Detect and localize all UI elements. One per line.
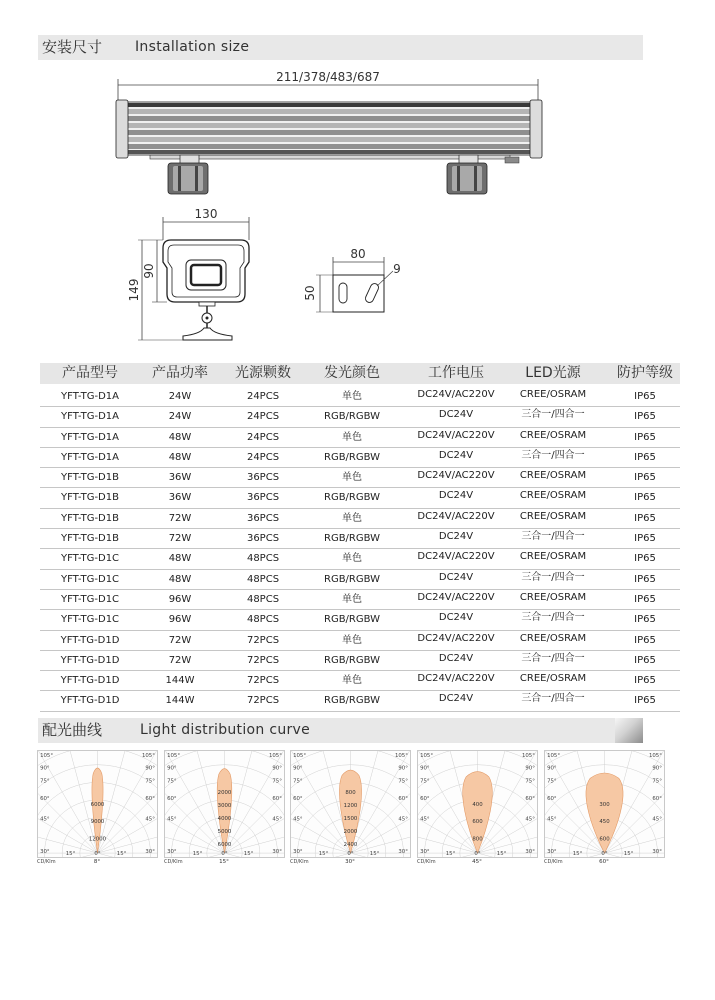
cell-led-source: CREE/OSRAM	[519, 510, 587, 522]
cell-led-source: CREE/OSRAM	[519, 673, 587, 685]
header-light-color: 发光颜色	[324, 365, 380, 381]
installation-drawings	[0, 0, 715, 360]
angle-label-left: 75°	[40, 778, 50, 785]
cell-model: YFT-TG-D1D	[60, 675, 120, 687]
angle-label-left: 60°	[293, 796, 303, 803]
cell-voltage: DC24V	[438, 409, 474, 421]
cell-light-color: RGB/RGBW	[323, 451, 381, 463]
cell-voltage: DC24V/AC220V	[417, 591, 495, 603]
cell-ip-rating: IP65	[634, 634, 656, 646]
cell-ip-rating: IP65	[634, 553, 656, 565]
cell-power: 48W	[168, 573, 192, 585]
cell-led-source: CREE/OSRAM	[519, 632, 587, 644]
intensity-value: 9000	[90, 819, 105, 826]
header-led-count: 光源颗数	[235, 365, 291, 381]
cell-led-source: CREE/OSRAM	[519, 591, 587, 603]
angle-label-right: 75°	[398, 778, 408, 785]
cell-power: 24W	[168, 391, 192, 402]
table-body	[40, 384, 680, 712]
cell-model: YFT-TG-D1A	[61, 391, 119, 402]
angle-label-right: 60°	[398, 796, 408, 803]
angle-label-left: 75°	[293, 778, 303, 785]
angle-label-left: 75°	[167, 778, 177, 785]
cell-led-source: CREE/OSRAM	[519, 551, 587, 563]
cell-power: 72W	[168, 533, 192, 545]
beam-angle-label: 45°	[472, 859, 482, 865]
cell-ip-rating: IP65	[634, 695, 656, 707]
cell-led-count: 24PCS	[246, 391, 280, 402]
cell-model: YFT-TG-D1B	[61, 533, 119, 545]
length-dimension	[118, 70, 538, 100]
cell-model: YFT-TG-D1C	[60, 573, 120, 585]
angle-label-right: 90°	[272, 765, 282, 772]
cell-light-color: RGB/RGBW	[323, 654, 381, 666]
angle-label-left: 90°	[547, 765, 557, 772]
cell-model: YFT-TG-D1C	[60, 593, 120, 605]
profile-height-label: 90	[142, 263, 156, 279]
angle-label-left: 45°	[420, 816, 430, 823]
header-model: 产品型号	[62, 365, 118, 381]
cell-light-color: RGB/RGBW	[323, 533, 381, 545]
intensity-value: 4000	[217, 816, 232, 823]
angle-label-right: 105°	[394, 752, 408, 759]
cell-light-color: 单色	[342, 391, 362, 402]
cell-ip-rating: IP65	[634, 451, 656, 463]
header-power: 产品功率	[152, 365, 208, 381]
light-bar-side-profile	[127, 207, 249, 340]
angle-label-bottom: 0°	[94, 851, 101, 858]
cell-voltage: DC24V	[438, 652, 474, 664]
table-row	[40, 509, 680, 529]
angle-label-left: 45°	[547, 816, 557, 823]
intensity-value: 600	[599, 836, 610, 843]
cell-model: YFT-TG-D1A	[61, 451, 119, 463]
cell-light-color: RGB/RGBW	[323, 573, 381, 585]
angle-label-right: 45°	[652, 816, 662, 823]
table-row	[40, 651, 680, 671]
beam-angle-label: 8°	[93, 859, 101, 865]
intensity-value: 3000	[217, 803, 232, 810]
cell-led-source: CREE/OSRAM	[519, 389, 587, 400]
cell-voltage: DC24V	[438, 571, 474, 583]
angle-label-bottom: 15°	[623, 851, 634, 858]
beam-angle-label: 15°	[219, 859, 229, 865]
cell-voltage: DC24V	[438, 449, 474, 461]
angle-label-right: 75°	[525, 778, 535, 785]
angle-label-left: 90°	[167, 765, 177, 772]
table-row	[40, 691, 680, 711]
cell-light-color: 单色	[342, 472, 362, 484]
cell-model: YFT-TG-D1D	[60, 654, 120, 666]
angle-label-bottom: 15°	[318, 851, 329, 858]
angle-label-right: 75°	[272, 778, 282, 785]
light-curve-4	[417, 750, 538, 870]
intensity-value: 1200	[343, 803, 358, 810]
cell-led-source: CREE/OSRAM	[519, 470, 587, 482]
cell-model: YFT-TG-D1D	[60, 695, 120, 707]
intensity-unit-label: CD/Klm	[544, 859, 563, 865]
cell-voltage: DC24V/AC220V	[417, 551, 495, 563]
cell-model: YFT-TG-D1D	[60, 634, 120, 646]
angle-label-left: 60°	[40, 796, 50, 803]
bracket-plate	[303, 247, 401, 312]
cell-ip-rating: IP65	[634, 654, 656, 666]
angle-label-bottom: 15°	[116, 851, 127, 858]
cell-power: 144W	[165, 695, 195, 707]
intensity-value: 300	[599, 801, 610, 808]
cell-led-source: 三合一/四合一	[521, 409, 585, 421]
cell-voltage: DC24V/AC220V	[417, 510, 495, 522]
cell-voltage: DC24V/AC220V	[417, 470, 495, 482]
cell-power: 48W	[168, 431, 192, 443]
cell-light-color: 单色	[342, 675, 362, 687]
angle-label-right: 75°	[652, 778, 662, 785]
table-row	[40, 529, 680, 549]
angle-label-right: 30°	[272, 849, 282, 856]
angle-label-left: 75°	[420, 778, 430, 785]
angle-label-left: 105°	[40, 752, 54, 759]
beam-shape	[217, 769, 232, 853]
cell-power: 36W	[168, 472, 192, 484]
header-ip-rating: 防护等级	[617, 365, 673, 381]
cell-ip-rating: IP65	[634, 391, 656, 402]
intensity-value: 800	[345, 790, 356, 797]
angle-label-right: 60°	[272, 796, 282, 803]
angle-label-right: 105°	[648, 752, 662, 759]
profile-width-label: 130	[194, 207, 218, 221]
angle-label-left: 30°	[167, 849, 177, 856]
cell-voltage: DC24V	[438, 531, 474, 543]
angle-label-left: 45°	[293, 816, 303, 823]
cell-light-color: RGB/RGBW	[323, 614, 381, 626]
angle-label-left: 45°	[40, 816, 50, 823]
cell-power: 24W	[168, 411, 192, 423]
cell-light-color: 单色	[342, 634, 362, 646]
angle-label-right: 60°	[652, 796, 662, 803]
cell-ip-rating: IP65	[634, 512, 656, 524]
angle-label-right: 60°	[145, 796, 155, 803]
cell-light-color: 单色	[342, 593, 362, 605]
cell-led-source: 三合一/四合一	[521, 531, 585, 543]
angle-label-left: 105°	[547, 752, 561, 759]
angle-label-left: 105°	[420, 752, 434, 759]
angle-label-left: 30°	[420, 849, 430, 856]
angle-label-right: 45°	[145, 816, 155, 823]
cell-led-count: 48PCS	[246, 614, 280, 626]
angle-label-right: 45°	[398, 816, 408, 823]
cell-power: 48W	[168, 451, 192, 463]
angle-label-bottom: 15°	[496, 851, 507, 858]
cell-led-count: 36PCS	[246, 533, 280, 545]
angle-label-right: 30°	[398, 849, 408, 856]
light-distribution-title-en: Light distribution curve	[140, 722, 311, 738]
cell-ip-rating: IP65	[634, 411, 656, 423]
intensity-value: 2000	[217, 790, 232, 797]
cell-ip-rating: IP65	[634, 675, 656, 687]
cell-light-color: 单色	[342, 512, 362, 524]
table-row	[40, 387, 680, 407]
angle-label-right: 45°	[525, 816, 535, 823]
angle-label-right: 90°	[652, 765, 662, 772]
cell-light-color: RGB/RGBW	[323, 411, 381, 423]
table-row	[40, 671, 680, 691]
intensity-value: 2400	[343, 842, 358, 849]
light-curve-1	[37, 750, 158, 870]
table-row	[40, 428, 680, 448]
table-row	[40, 468, 680, 488]
spec-table	[40, 363, 680, 712]
angle-label-bottom: 0°	[347, 851, 354, 858]
intensity-unit-label: CD/Klm	[164, 859, 183, 865]
polar-diagram	[417, 750, 538, 858]
cell-led-source: 三合一/四合一	[521, 652, 585, 664]
polar-diagram	[290, 750, 411, 858]
angle-label-bottom: 15°	[445, 851, 456, 858]
angle-label-left: 60°	[167, 796, 177, 803]
beam-angle-label: 30°	[345, 859, 355, 865]
cell-led-count: 36PCS	[246, 472, 280, 484]
bracket-height-label: 50	[303, 285, 317, 301]
light-bar-front-view	[116, 100, 542, 194]
table-row	[40, 570, 680, 590]
beam-angle-label: 60°	[599, 859, 609, 865]
light-curve-2	[164, 750, 285, 870]
cell-ip-rating: IP65	[634, 492, 656, 504]
angle-label-right: 105°	[521, 752, 535, 759]
cell-voltage: DC24V	[438, 490, 474, 502]
installation-title-en: Installation size	[135, 39, 250, 55]
cell-voltage: DC24V	[438, 612, 474, 624]
cell-voltage: DC24V/AC220V	[417, 389, 495, 400]
cell-ip-rating: IP65	[634, 472, 656, 484]
angle-label-right: 90°	[145, 765, 155, 772]
cell-led-count: 48PCS	[246, 573, 280, 585]
angle-label-left: 105°	[167, 752, 181, 759]
cell-power: 36W	[168, 492, 192, 504]
angle-label-left: 30°	[293, 849, 303, 856]
intensity-value: 400	[472, 801, 483, 808]
cell-model: YFT-TG-D1C	[60, 614, 120, 626]
angle-label-bottom: 0°	[221, 851, 228, 858]
intensity-value: 12000	[88, 836, 107, 843]
cell-voltage: DC24V/AC220V	[417, 632, 495, 644]
cell-ip-rating: IP65	[634, 533, 656, 545]
cell-power: 96W	[168, 593, 192, 605]
cell-led-count: 24PCS	[246, 451, 280, 463]
intensity-value: 5000	[217, 829, 232, 836]
angle-label-right: 30°	[525, 849, 535, 856]
angle-label-left: 105°	[293, 752, 307, 759]
angle-label-right: 30°	[145, 849, 155, 856]
table-row	[40, 631, 680, 651]
angle-label-right: 45°	[272, 816, 282, 823]
cell-led-count: 72PCS	[246, 675, 280, 687]
cell-power: 48W	[168, 553, 192, 565]
cell-voltage: DC24V/AC220V	[417, 429, 495, 441]
header-led-source: LED光源	[525, 365, 581, 381]
header-voltage: 工作电压	[428, 365, 484, 381]
cell-led-count: 48PCS	[246, 553, 280, 565]
mount-bracket-right	[447, 155, 487, 194]
cell-led-count: 72PCS	[246, 695, 280, 707]
intensity-value: 450	[599, 819, 610, 826]
table-row	[40, 610, 680, 630]
cell-power: 72W	[168, 654, 192, 666]
angle-label-left: 90°	[420, 765, 430, 772]
cell-ip-rating: IP65	[634, 431, 656, 443]
cell-voltage: DC24V/AC220V	[417, 673, 495, 685]
angle-label-left: 90°	[40, 765, 50, 772]
light-curve-3	[290, 750, 411, 870]
cell-led-count: 36PCS	[246, 512, 280, 524]
angle-label-right: 105°	[141, 752, 155, 759]
intensity-value: 2000	[343, 829, 358, 836]
angle-label-left: 45°	[167, 816, 177, 823]
cell-ip-rating: IP65	[634, 573, 656, 585]
table-row	[40, 407, 680, 427]
cell-led-source: CREE/OSRAM	[519, 490, 587, 502]
table-header	[40, 363, 680, 384]
cell-power: 72W	[168, 512, 192, 524]
length-dimension-label: 211/378/483/687	[276, 70, 380, 84]
polar-diagram	[164, 750, 285, 858]
cell-power: 72W	[168, 634, 192, 646]
cell-model: YFT-TG-D1B	[61, 512, 119, 524]
cell-model: YFT-TG-D1B	[61, 472, 119, 484]
angle-label-left: 60°	[547, 796, 557, 803]
beam-shape	[339, 770, 361, 853]
angle-label-right: 105°	[268, 752, 282, 759]
light-distribution-title-cn: 配光曲线	[42, 721, 103, 739]
table-row	[40, 549, 680, 569]
cell-led-count: 36PCS	[246, 492, 280, 504]
cell-power: 96W	[168, 614, 192, 626]
angle-label-right: 90°	[525, 765, 535, 772]
cell-led-source: 三合一/四合一	[521, 571, 585, 583]
angle-label-left: 30°	[547, 849, 557, 856]
corner-decoration	[615, 718, 643, 743]
cell-model: YFT-TG-D1C	[60, 553, 120, 565]
angle-label-bottom: 0°	[601, 851, 608, 858]
cell-light-color: RGB/RGBW	[323, 695, 381, 707]
intensity-value: 6000	[90, 801, 105, 808]
cell-led-source: 三合一/四合一	[521, 449, 585, 461]
angle-label-right: 30°	[652, 849, 662, 856]
cell-power: 144W	[165, 675, 195, 687]
cell-led-count: 72PCS	[246, 634, 280, 646]
cell-led-source: 三合一/四合一	[521, 693, 585, 705]
angle-label-bottom: 15°	[192, 851, 203, 858]
angle-label-left: 30°	[40, 849, 50, 856]
cell-led-count: 24PCS	[246, 411, 280, 423]
table-row	[40, 448, 680, 468]
total-height-label: 149	[127, 278, 141, 302]
cell-led-count: 48PCS	[246, 593, 280, 605]
angle-label-right: 75°	[145, 778, 155, 785]
angle-label-right: 60°	[525, 796, 535, 803]
angle-label-bottom: 0°	[474, 851, 481, 858]
cell-led-count: 24PCS	[246, 431, 280, 443]
bracket-width-label: 80	[350, 247, 366, 261]
cell-led-count: 72PCS	[246, 654, 280, 666]
polar-diagram	[37, 750, 158, 858]
table-row	[40, 590, 680, 610]
light-curve-5	[544, 750, 665, 870]
intensity-unit-label: CD/Klm	[37, 859, 56, 865]
cell-led-source: CREE/OSRAM	[519, 429, 587, 441]
angle-label-left: 60°	[420, 796, 430, 803]
intensity-value: 1500	[343, 816, 358, 823]
intensity-unit-label: CD/Klm	[417, 859, 436, 865]
cell-ip-rating: IP65	[634, 614, 656, 626]
installation-title-cn: 安装尺寸	[42, 38, 103, 56]
angle-label-left: 75°	[547, 778, 557, 785]
cell-model: YFT-TG-D1A	[61, 411, 119, 423]
angle-label-bottom: 15°	[243, 851, 254, 858]
cell-model: YFT-TG-D1A	[61, 431, 119, 443]
polar-diagram	[544, 750, 665, 858]
intensity-value: 600	[472, 819, 483, 826]
angle-label-left: 90°	[293, 765, 303, 772]
angle-label-bottom: 15°	[369, 851, 380, 858]
cell-model: YFT-TG-D1B	[61, 492, 119, 504]
cell-light-color: 单色	[342, 431, 362, 443]
hole-size-label: 9	[393, 262, 401, 276]
intensity-unit-label: CD/Klm	[290, 859, 309, 865]
cell-ip-rating: IP65	[634, 593, 656, 605]
mount-bracket-left	[168, 155, 208, 194]
angle-label-bottom: 15°	[572, 851, 583, 858]
cell-voltage: DC24V	[438, 693, 474, 705]
cell-light-color: 单色	[342, 553, 362, 565]
table-row	[40, 488, 680, 508]
cell-light-color: RGB/RGBW	[323, 492, 381, 504]
angle-label-bottom: 15°	[65, 851, 76, 858]
cell-led-source: 三合一/四合一	[521, 612, 585, 624]
intensity-value: 800	[472, 836, 483, 843]
intensity-value: 6000	[217, 842, 232, 849]
angle-label-right: 90°	[398, 765, 408, 772]
light-distribution-section-header	[38, 718, 643, 743]
